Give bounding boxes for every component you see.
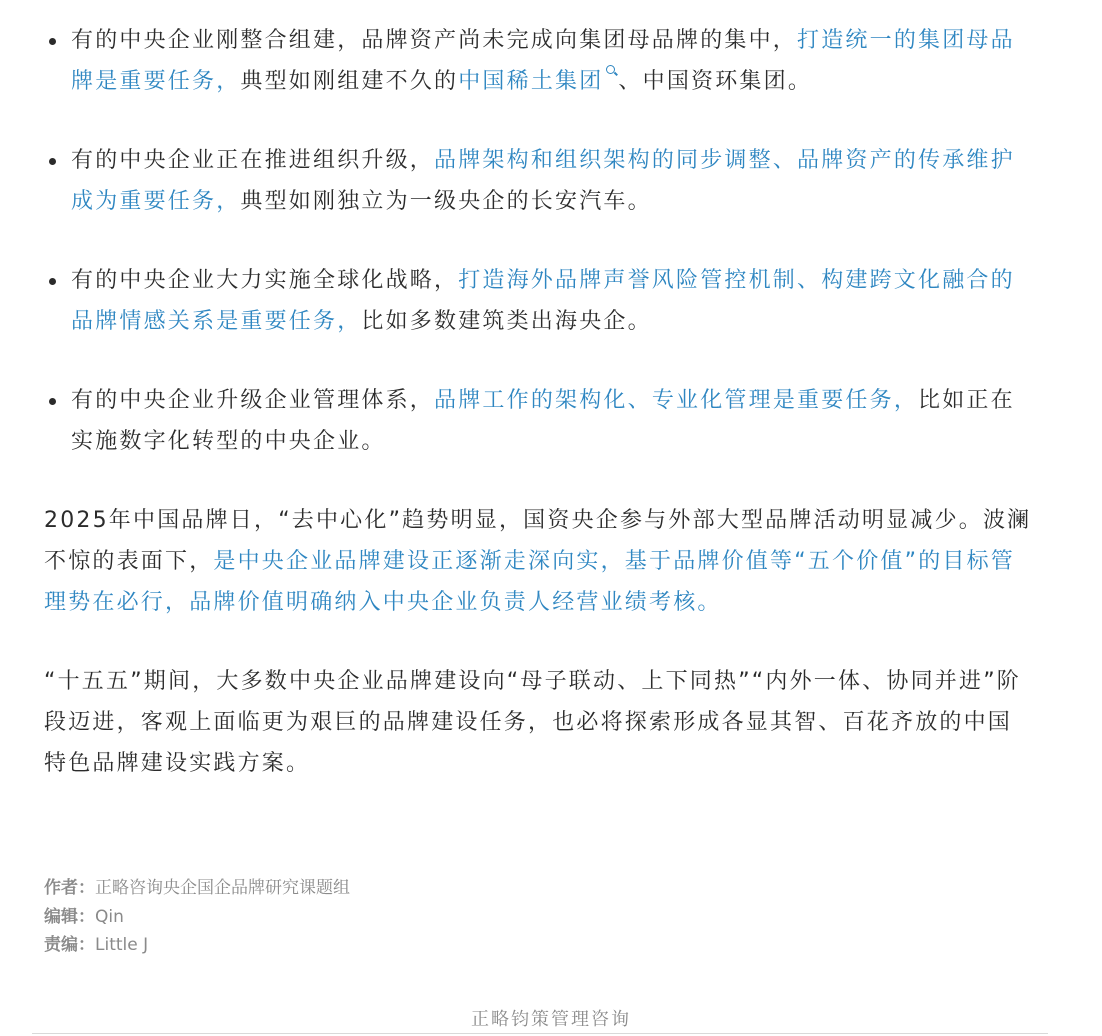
paragraph-highlight: 是中央企业品牌建设正逐渐走深向实，基于品牌价值等“五个价值”的目标管理势在必行，品牌价值明确纳入中央企业负责人经营业绩考核。 (44, 549, 1016, 615)
bullet-item-2 (44, 140, 1036, 222)
bullet-text: 有的中央企业刚整合组建，品牌资产尚未完成向集团母品牌的集中， (71, 28, 798, 53)
bullet-dot-icon (49, 278, 56, 285)
search-icon[interactable] (605, 61, 617, 77)
bullet-dot-icon (49, 398, 56, 405)
credit-author (44, 874, 350, 903)
bullet-text: 比如正在实施数字化转型的中央企业。 (71, 388, 1015, 454)
bullet-text: 有的中央企业正在推进组织升级， (71, 148, 435, 173)
bullet-text: 典型如刚独立为一级央企的长安汽车。 (240, 189, 652, 214)
credit-chief-editor (44, 931, 350, 960)
bullet-text: 有的中央企业大力实施全球化战略， (71, 268, 459, 293)
bullet-highlight: 打造海外品牌声誉风险管控机制、构建跨文化融合的品牌情感关系是重要任务， (71, 268, 1015, 334)
bullet-item-1 (44, 20, 1036, 102)
credit-value: 正略咨询央企国企品牌研究课题组 (95, 878, 350, 898)
keyword-link[interactable]: 中国稀土集团 (458, 69, 604, 94)
bullet-text: 典型如刚组建不久的 (240, 69, 459, 94)
bullet-highlight: 品牌工作的架构化、专业化管理是重要任务， (434, 388, 919, 413)
credit-label: 责编： (44, 935, 95, 955)
credit-label: 编辑： (44, 906, 95, 927)
bullet-text: 比如多数建筑类出海央企。 (361, 309, 652, 334)
article-body (44, 20, 1036, 822)
bullet-text: 有的中央企业升级企业管理体系， (71, 388, 435, 413)
bullet-dot-icon (49, 38, 56, 45)
credit-value: Qin (95, 906, 124, 927)
bullet-item-4 (44, 380, 1036, 462)
credit-editor (44, 903, 350, 932)
paragraph-text: 2025年中国品牌日，“去中心化”趋势明显，国资央企参与外部大型品牌活动明显减少。波澜不惊的表面下， (44, 508, 1032, 574)
paragraph-15th-plan (44, 661, 1036, 784)
article-credits (44, 874, 350, 960)
paragraph-brand-day (44, 500, 1036, 623)
credit-value: Little J (95, 935, 149, 955)
bullet-highlight: 品牌架构和组织架构的同步调整、品牌资产的传承维护成为重要任务， (71, 148, 1015, 214)
footer-divider (32, 1033, 1048, 1034)
bullet-highlight: 打造统一的集团母品牌是重要任务， (71, 28, 1015, 94)
account-name[interactable]: 正略钧策管理咨询 (471, 1009, 631, 1030)
bullet-item-3 (44, 260, 1036, 342)
credit-label: 作者： (44, 878, 95, 898)
bullet-text: 、中国资环集团。 (618, 69, 813, 94)
paragraph-text: “十五五”期间，大多数中央企业品牌建设向“母子联动、上下同热”“内外一体、协同并进”阶段迈进，客观上面临更为艰巨的品牌建设任务，也必将探索形成各显其智、百花齐放的中国特色品牌建设实践方案。 (44, 669, 1021, 776)
bullet-list (44, 20, 1036, 462)
bullet-dot-icon (49, 158, 56, 165)
